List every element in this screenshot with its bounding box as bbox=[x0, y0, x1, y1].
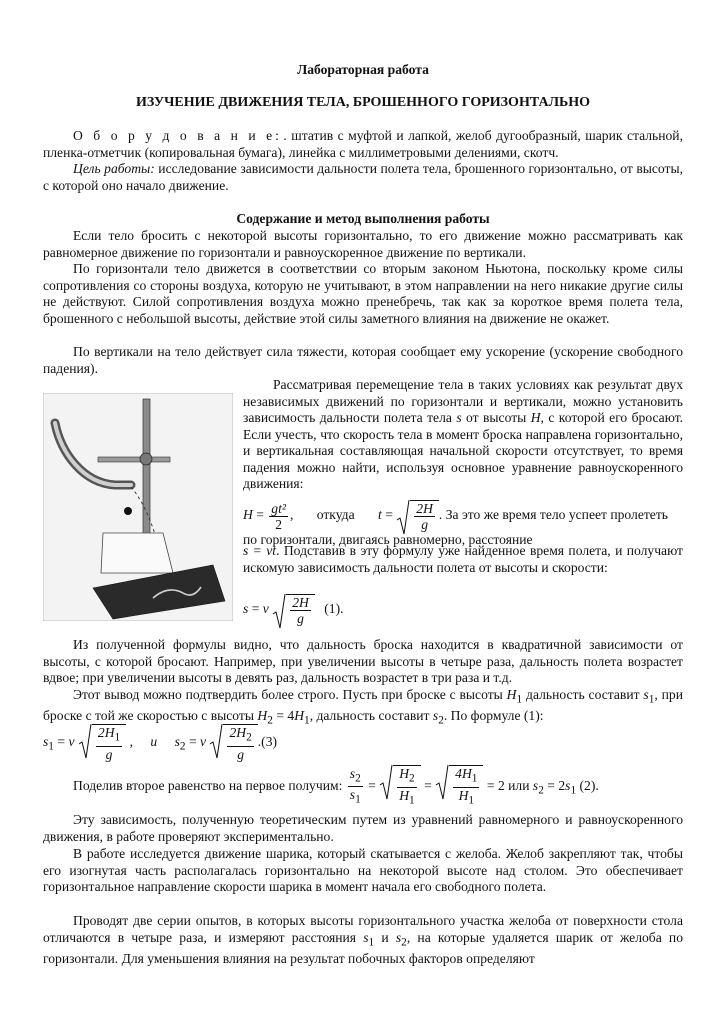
eq2-s1b: s bbox=[565, 777, 571, 793]
p6-s1: s bbox=[643, 687, 649, 702]
eq3-and: и bbox=[150, 733, 158, 749]
p10-a: Проводят две серии опытов, в которых высоты горизонтального участка желоба от поверхности стола отличаются в четыре раза, и измеряют расстояния bbox=[43, 913, 683, 945]
eq3-num2: 2H bbox=[229, 725, 247, 740]
page-title: ИЗУЧЕНИЕ ДВИЖЕНИЯ ТЕЛА, БРОШЕННОГО ГОРИЗОНТАЛЬНО bbox=[135, 95, 591, 110]
equation-1: s = v $\frac{2H}{g}$ (1). bbox=[243, 594, 344, 626]
eq2-label: (2). bbox=[579, 777, 599, 793]
eq2-sqrt-2 bbox=[435, 765, 483, 808]
p6-H1b: H bbox=[294, 708, 305, 724]
goal-text: исследование зависимости дальности полета тела, брошенного горизонтально, от высоты, с которой оно начало движение. bbox=[43, 161, 684, 193]
symbol-H: H bbox=[530, 410, 541, 425]
frac-den-2: 2 bbox=[275, 516, 283, 532]
eq1-sqrt bbox=[272, 594, 315, 626]
eq3-label: .(3) bbox=[257, 733, 278, 749]
eq-H: H bbox=[243, 507, 253, 523]
eq3-num2-sub: 2 bbox=[246, 731, 252, 744]
eq2-H1b: H bbox=[458, 787, 469, 803]
eq-t: t bbox=[378, 507, 382, 523]
eq3-v2: v bbox=[200, 733, 207, 749]
frac-num-2H: 2H bbox=[416, 501, 433, 516]
p6-s2-sub: 2 bbox=[438, 714, 444, 727]
paragraph-4-text bbox=[243, 377, 683, 493]
paragraph-5: Из полученной формулы видно, что дальность броска находится в квадратичной зависимости от высоты, с которой бросают. Например, при увеличении высоты в четыре раза, дальность полета возрастет вдвое; при увеличении высоты в девять раз, дальность возрастет в три раза и т.д. bbox=[43, 637, 683, 685]
eq3-sqrt-2 bbox=[209, 724, 257, 762]
eq2-s2b: s bbox=[532, 777, 539, 793]
eq3-num1: 2H bbox=[97, 725, 115, 740]
eq1-s: s bbox=[243, 601, 249, 617]
eq1-label: (1). bbox=[324, 601, 344, 617]
radical-sign bbox=[272, 594, 286, 630]
p6-H1-sub: 1 bbox=[516, 693, 523, 706]
p4-part-e: . Подставив в эту формулу уже найденное время полета, и получают искомую зависимость дальности полета от высоты и скорости: bbox=[243, 543, 683, 575]
goal-label: Цель работы: bbox=[73, 161, 155, 176]
eq2-s2-equals: = 2 bbox=[547, 777, 566, 793]
p6-d: , дальность составит bbox=[309, 708, 433, 724]
eq3-s1-sub: 1 bbox=[48, 740, 54, 753]
eq2-H2-sub: 2 bbox=[409, 772, 415, 785]
eq2-H1: H bbox=[399, 787, 410, 803]
p10-s2: s bbox=[395, 929, 402, 945]
experiment-figure bbox=[43, 393, 233, 621]
eq2-or: или bbox=[508, 777, 530, 793]
frac-den-g: g bbox=[421, 517, 428, 532]
eq2-s1-sub: 1 bbox=[355, 793, 361, 806]
equation-row-time: H = $\frac{\text{gt²}}{2}$ , откуда t = $\frac{2H}{g}$ . За это же время тело успеет пролететь по горизонтали, двигаясь равномерно, расстояние bbox=[243, 500, 668, 547]
eq1-v: v bbox=[262, 601, 269, 617]
p6-s2: s bbox=[432, 708, 439, 724]
eq2-s2-sub: 2 bbox=[355, 772, 361, 785]
fraction-gt2-over-2 bbox=[269, 501, 288, 532]
goal-paragraph bbox=[43, 161, 683, 194]
p6-c: , при броске с той же скоростью с высоты bbox=[43, 687, 683, 724]
p4-part-b: от высоты bbox=[461, 410, 531, 425]
paragraph-8: Эту зависимость, полученную теоретическим путем из уравнений равномерного и равноускоренного движения, в работе проверяют экспериментально. bbox=[43, 812, 683, 844]
radical-sign bbox=[379, 765, 393, 801]
paragraph-9: В работе исследуется движение шарика, который скатывается с желоба. Желоб закрепляют так, чтобы его изогнутая часть располагалась горизонтально на некоторой высоте над столом. Это обеспечивает горизонтальное направление скорости шарика в момент начала его свободного полета. bbox=[43, 846, 683, 894]
eq2-s2b-sub: 2 bbox=[538, 784, 544, 797]
word-otkuda: откуда bbox=[316, 507, 355, 523]
eq2-s1: s bbox=[349, 787, 356, 803]
paragraph-1: Если тело бросить с некоторой высоты горизонтально, то его движение можно рассматривать как равномерное движение по горизонтали и равноускоренное движение по вертикали. bbox=[43, 228, 683, 260]
radical-sign bbox=[435, 765, 449, 801]
p6-H2-sub: 2 bbox=[267, 714, 273, 727]
symbol-s: s bbox=[456, 410, 462, 425]
eq-s-vt: s = vt bbox=[243, 543, 277, 558]
paragraph-2: По горизонтали тело движется в соответствии со вторым законом Ньютона, поскольку кроме силы сопротивления со стороны воздуха, которую не учитывают, в этом направлении на него никакие другие силы не действуют. Силой сопротивления воздуха можно пренебречь, так как за короткое время полета тела, брошенного с небольшой высоты, действие этой силы заметного влияния на движение не окажет. bbox=[43, 261, 683, 326]
p7-text: Поделив второе равенство на первое получим: bbox=[73, 777, 343, 793]
eq2-s2: s bbox=[349, 765, 356, 781]
eq3-sqrt-1 bbox=[78, 724, 126, 762]
eq3-v1: v bbox=[68, 733, 75, 749]
eq2-equals-2: = 2 bbox=[486, 777, 505, 793]
lab-label: Лабораторная работа bbox=[297, 62, 429, 77]
eq1-num: 2H bbox=[292, 595, 309, 610]
eq2-s1b-sub: 1 bbox=[570, 784, 577, 797]
p6-eq-4: = 4 bbox=[276, 708, 295, 724]
eq3-den1: g bbox=[105, 746, 113, 762]
equipment-label: О б о р у д о в а н и е bbox=[73, 128, 276, 143]
p10-s2-sub: 2 bbox=[401, 936, 407, 949]
radical-sign bbox=[78, 724, 92, 760]
p6-s1-sub: 1 bbox=[648, 693, 655, 706]
eq2-H2: H bbox=[399, 766, 410, 781]
paragraph-3: По вертикали на тело действует сила тяжести, которая сообщает ему ускорение (ускорение свободного падения). bbox=[43, 344, 683, 376]
p6-b: дальность составит bbox=[522, 687, 644, 702]
equipment-paragraph bbox=[43, 128, 683, 161]
p4-part-d: . За это же время тело успеет пролететь по горизонтали, двигаясь равномерно, расстояние bbox=[243, 507, 668, 547]
p10-s1-sub: 1 bbox=[368, 936, 375, 949]
paragraph-4-continuation bbox=[243, 543, 683, 576]
eq2-sqrt-1 bbox=[379, 765, 421, 808]
p6-a: Этот вывод можно подтвердить более строго. Пусть при броске с высоты bbox=[73, 687, 507, 702]
equation-2: Поделив второе равенство на первое получим: $\frac{s_2}{s_1}$ = $\frac{H_2}{H_1}$ = $\frac{4H_1}{H_1}$ = 2 или $s_2 = 2s_1$ (2). bbox=[73, 765, 599, 807]
paragraph-10 bbox=[43, 913, 683, 967]
section-heading: Содержание и метод выполнения работы bbox=[236, 211, 490, 226]
radical-sign bbox=[209, 724, 223, 760]
eq3-num1-sub: 1 bbox=[114, 731, 121, 744]
eq3-s1: s bbox=[43, 733, 49, 749]
eq2-H1b-sub: 1 bbox=[468, 794, 475, 807]
eq3-den2: g bbox=[237, 746, 245, 762]
eq2-H1-sub: 1 bbox=[409, 794, 415, 807]
p6-H1: H bbox=[506, 687, 517, 702]
eq2-ratio bbox=[348, 766, 363, 808]
sqrt-2H-over-g bbox=[396, 500, 439, 532]
p10-b: и bbox=[374, 929, 396, 945]
radical-sign bbox=[396, 500, 410, 536]
eq3-s2-sub: 2 bbox=[179, 740, 186, 753]
p6-e: . По формуле (1): bbox=[443, 708, 544, 724]
frac-num-gt2: gt² bbox=[271, 500, 286, 516]
equation-3: $s_1 = v$ $\frac{2H_1}{g}$ , и $s_2 = v$ $\frac{2H_2}{g}$ .(3) bbox=[43, 725, 278, 762]
eq2-4H1: 4H bbox=[455, 766, 472, 781]
p10-c: , на которые удаляется шарик от желоба по горизонтали. Для уменьшения влияния на результат побочных факторов определяют bbox=[43, 929, 683, 966]
eq1-den: g bbox=[297, 611, 304, 626]
p4-part-c: , с которой его бросают. Если учесть, что скорость тела в момент броска направлена горизонтально, и вертикальная составляющая начальной скорости отсутствует, то время падения можно найти, используя основное уравнение равноускоренного движения: bbox=[243, 410, 684, 491]
eq2-4H1-sub: 1 bbox=[471, 772, 478, 785]
eq3-s2: s bbox=[174, 733, 180, 749]
stand-and-chute-illustration bbox=[43, 393, 233, 621]
p6-H2: H bbox=[257, 708, 268, 724]
equipment-text: : . штатив с муфтой и лапкой, желоб дугообразный, шарик стальной, пленка-отметчик (копировальная бумага), линейка с миллиметровыми делениями, скотч. bbox=[43, 128, 683, 160]
p4-part-a: Рассматривая перемещение тела в таких условиях как результат двух независимых движений по горизонтали и вертикали, можно установить зависимость дальности полета тела bbox=[243, 377, 683, 425]
p6-H1b-sub: 1 bbox=[304, 714, 310, 727]
p10-s1: s bbox=[363, 929, 369, 945]
